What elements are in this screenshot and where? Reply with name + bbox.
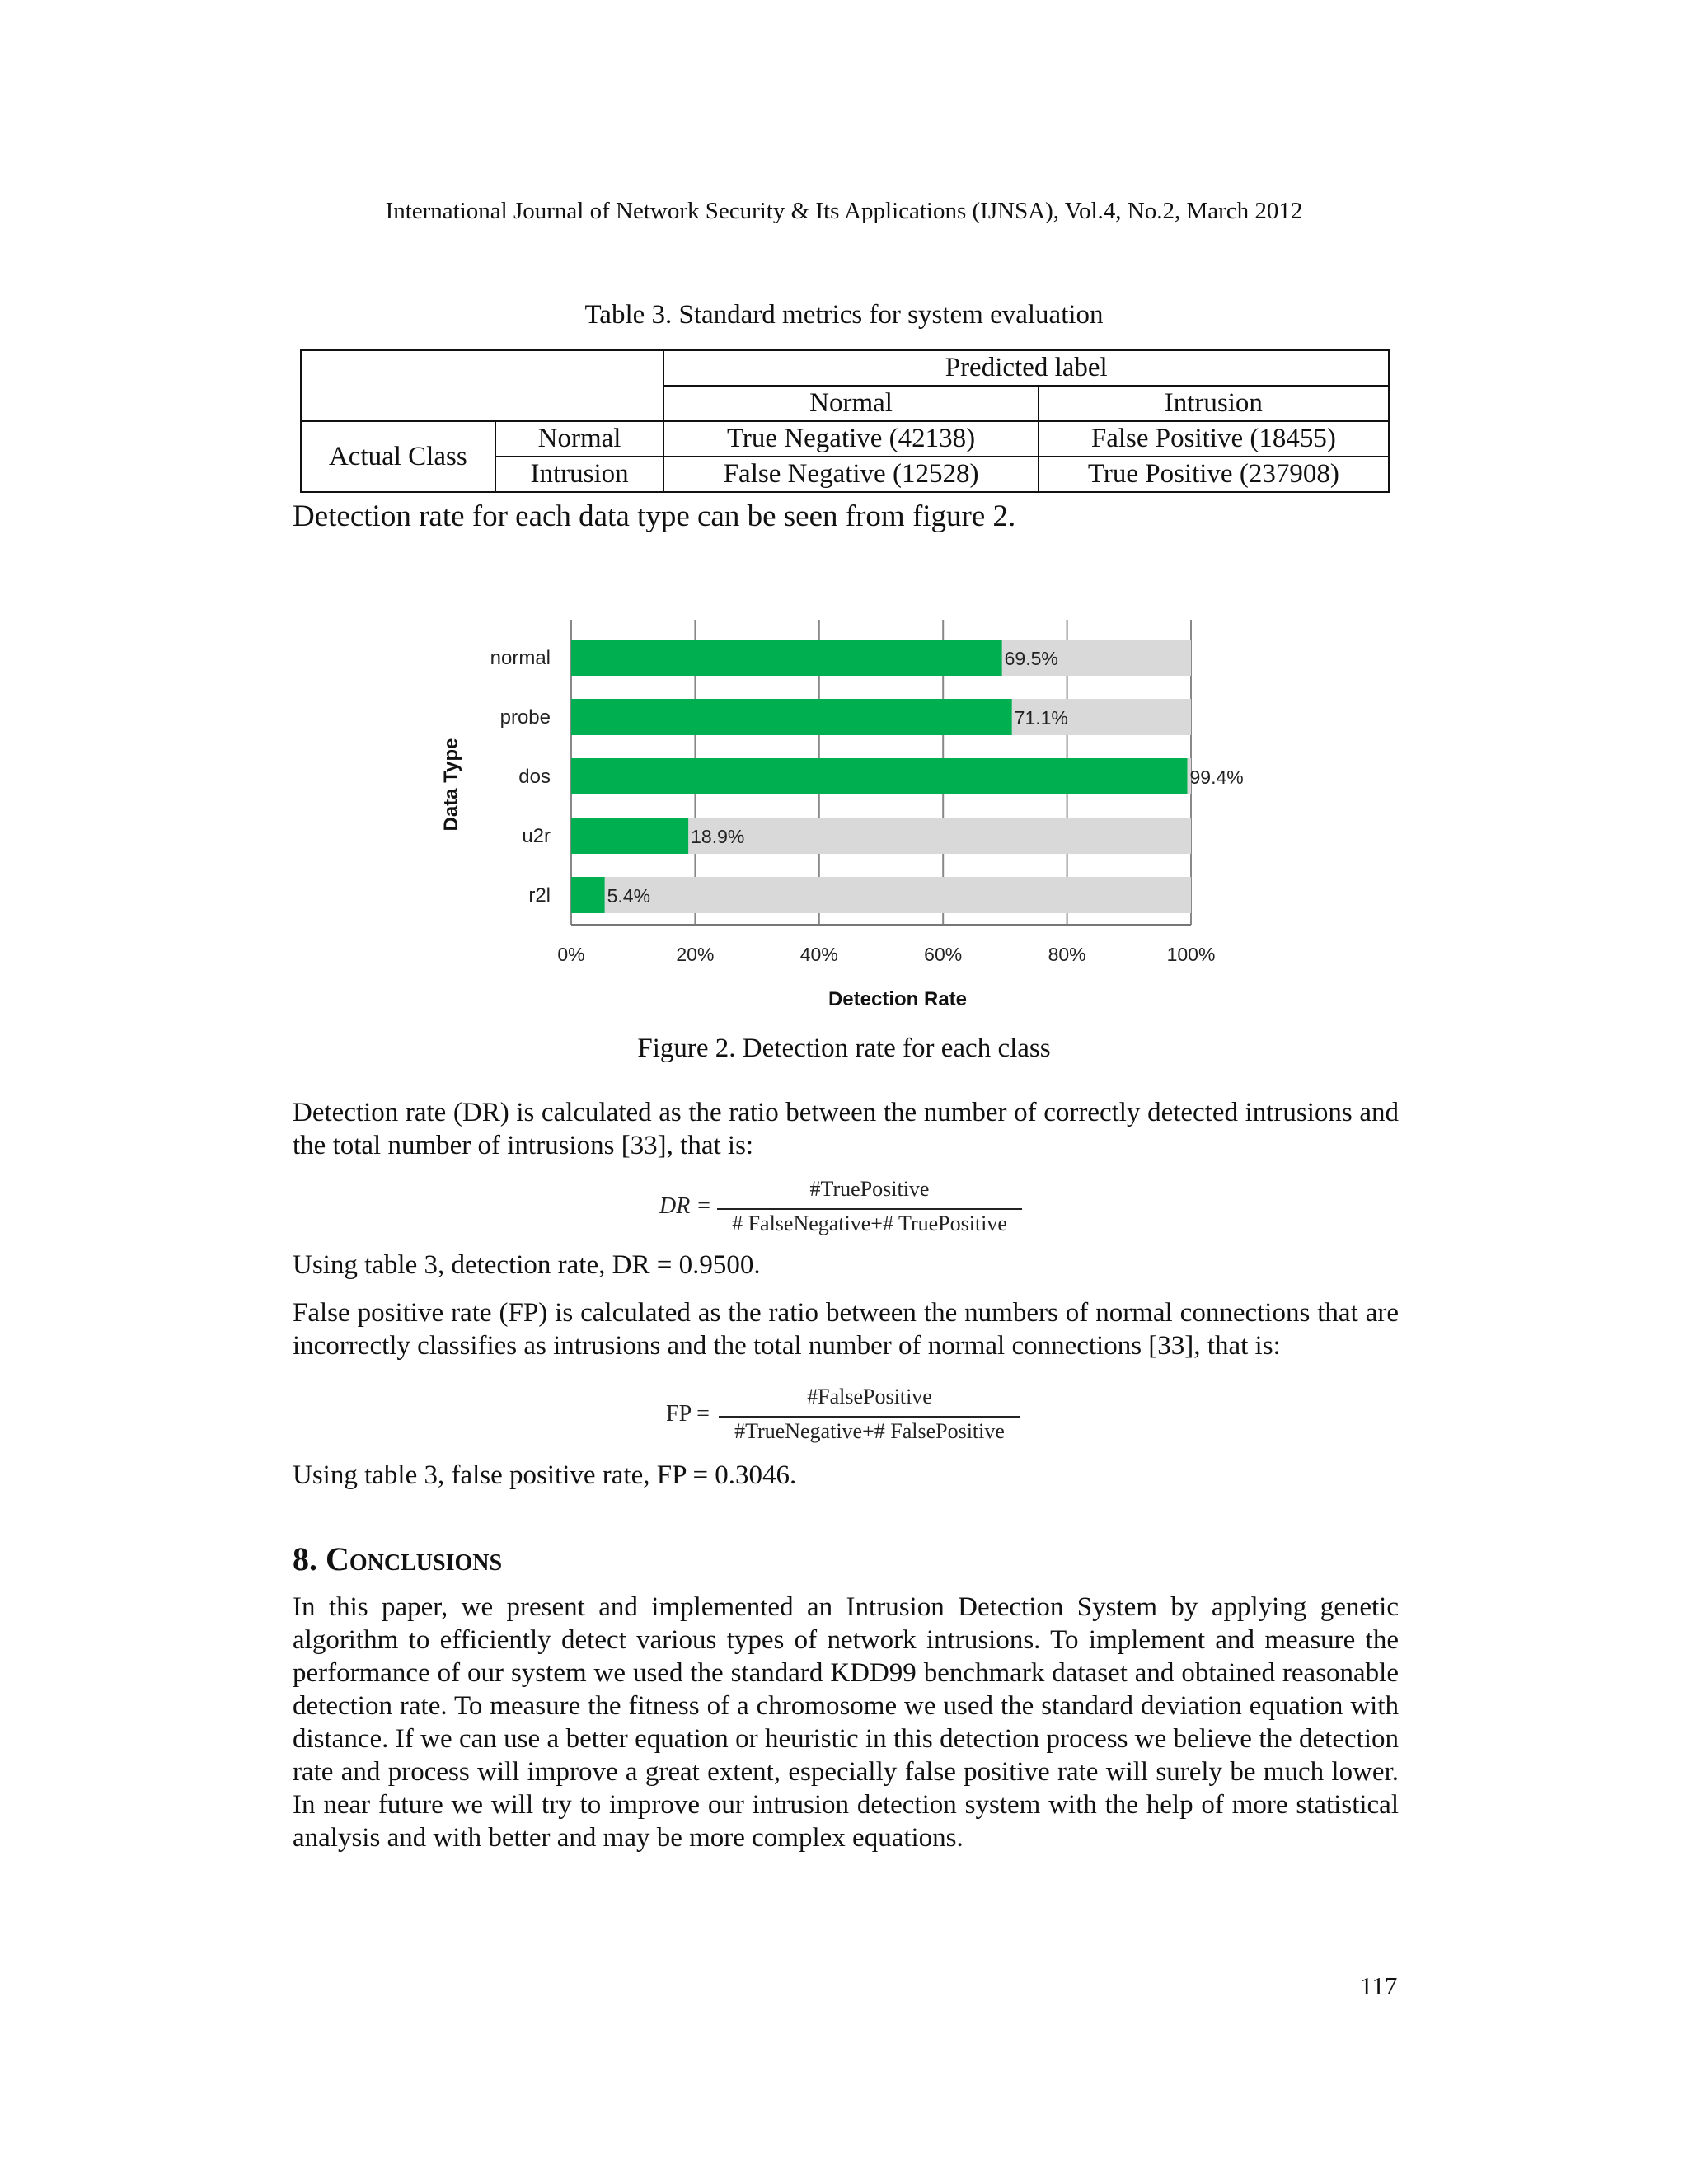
section-heading [293,1540,502,1578]
fp-equation-lhs: FP = [666,1401,710,1427]
x-tick-label: 0% [557,944,585,965]
dr-paragraph: Detection rate (DR) is calculated as the ratio between the number of correctly detected intrusions and the total number of intrusions [33], that is: [293,1098,1399,1160]
x-axis-title: Detection Rate [828,988,968,1010]
dr-equation [659,1177,1022,1243]
cell-false-negative: False Negative (12528) [663,457,1038,492]
category-label: dos [518,766,551,788]
journal-header: International Journal of Network Security & Its Applications (IJNSA), Vol.4, No.2, March 2012 [385,198,1303,224]
page-number: 117 [1360,1971,1398,2000]
data-label: 69.5% [1004,648,1058,669]
dr-equation-denominator: # FalseNegative+# TruePositive [732,1212,1007,1235]
fp-result: Using table 3, false positive rate, FP = 0.3046. [293,1460,797,1490]
fp-equation-numerator: #FalsePositive [807,1385,932,1408]
col-header-normal: Normal [663,386,1038,421]
category-label: probe [499,706,551,729]
predicted-label-header: Predicted label [663,350,1389,386]
data-label: 5.4% [607,885,651,907]
fp-equation-denominator: #TrueNegative+# FalsePositive [734,1419,1005,1443]
y-axis-title: Data Type [440,738,462,832]
cell-true-negative: True Negative (42138) [663,421,1038,457]
x-tick-label: 20% [676,944,715,965]
row-header-intrusion: Intrusion [495,457,664,492]
conclusion-paragraph: In this paper, we present and implemented an Intrusion Detection System by applying genetic algorithm to efficiently detect various types of network intrusions. To implement and measure the performance of our system we used the standard KDD99 benchmark dataset and obtained reasonable detection rate. To measure the fitness of a chromosome we used the standard deviation equation with distance. If we can use a better equation or heuristic in this detection process we believe the detection rate and process will improve a great extent, especially false positive rate will surely be much lower. In near future we will try to improve our intrusion detection system with the help of more statistical analysis and with better and may be more complex equations. [293,1592,1399,1853]
fp-fraction-bar [719,1416,1020,1418]
figure-intro-sentence: Detection rate for each data type can be seen from figure 2. [293,499,1016,533]
row-header-normal: Normal [495,421,664,457]
dr-result: Using table 3, detection rate, DR = 0.9500. [293,1250,761,1280]
bar-probe [571,699,1012,735]
bar-remainder [571,877,1191,913]
fp-paragraph: False positive rate (FP) is calculated as the ratio between the numbers of normal connections that are incorrectly classifies as intrusions and the total number of normal connections [33], that is: [293,1298,1399,1361]
cell-false-positive: False Positive (18455) [1039,421,1389,457]
category-label: normal [490,647,551,669]
x-tick-label: 60% [924,944,963,965]
dr-equation-numerator: #TruePositive [809,1177,930,1201]
empty-corner-cell [301,350,663,421]
bar-normal [571,640,1002,676]
figure-caption: Figure 2. Detection rate for each class [637,1033,1051,1063]
section-number: 8. [293,1540,317,1577]
col-header-intrusion: Intrusion [1039,386,1389,421]
category-label: u2r [522,825,551,847]
table-row [301,350,1389,386]
cell-true-positive: True Positive (237908) [1039,457,1389,492]
data-label: 71.1% [1014,707,1068,729]
x-tick-label: 100% [1166,944,1216,965]
dr-equation-lhs: DR = [659,1193,712,1219]
table-caption: Table 3. Standard metrics for system evaluation [584,300,1104,330]
x-tick-label: 40% [799,944,838,965]
bar-u2r [571,818,688,854]
data-label: 18.9% [691,826,745,847]
x-tick-label: 80% [1048,944,1086,965]
actual-class-header: Actual Class [301,421,495,492]
data-label: 99.4% [1189,766,1244,788]
section-title: Conclusions [326,1540,503,1577]
detection-rate-chart [429,620,1261,1015]
confusion-matrix-table [300,349,1390,493]
bar-r2l [571,877,605,913]
bar-dos [571,758,1187,794]
table-row [301,421,1389,457]
category-label: r2l [528,884,551,907]
dr-fraction-bar [717,1208,1022,1210]
fp-equation [666,1385,1020,1451]
